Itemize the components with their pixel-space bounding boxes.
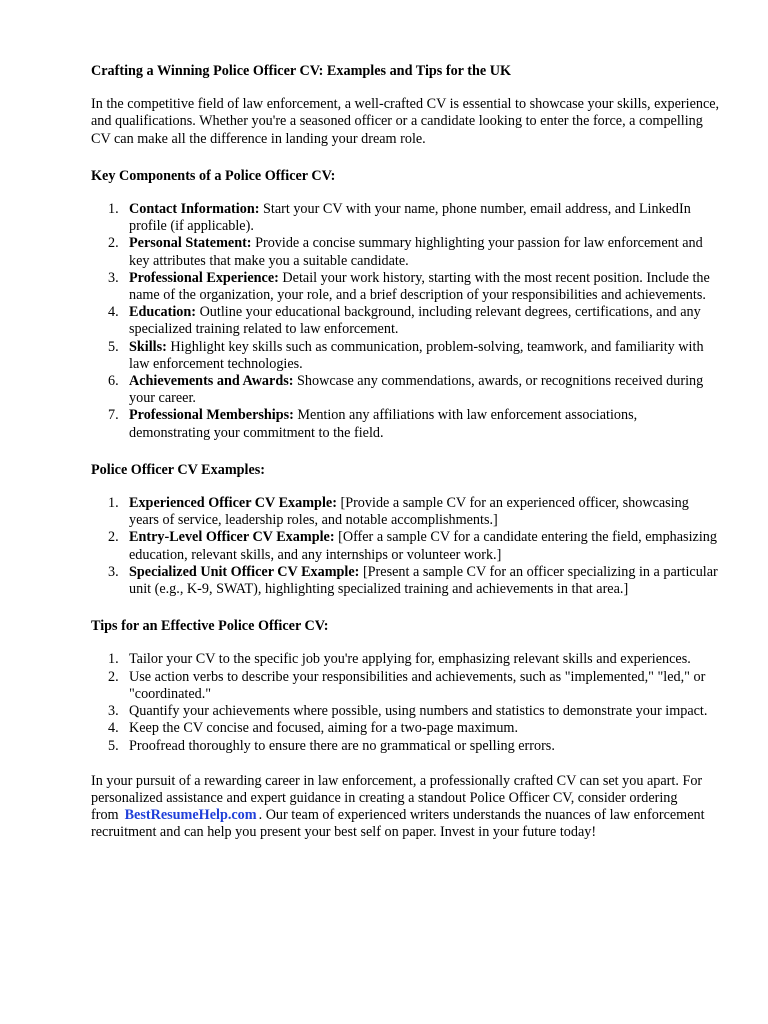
list-item: 5. Proofread thoroughly to ensure there are no grammatical or spelling errors. bbox=[108, 737, 555, 754]
list-item: 3. Quantify your achievements where possible, using numbers and statistics to demonstrate your impact. bbox=[108, 703, 708, 720]
examples-list bbox=[91, 495, 721, 598]
bestresumehelp-link[interactable]: BestResumeHelp.com bbox=[124, 807, 257, 824]
intro-paragraph: In the competitive field of law enforcement, a well-crafted CV is essential to showcase your skills, experience, and qualifications. Whether you're a seasoned officer or a candidate looking to enter the force, a compelling CV can make all the difference in landing your dream role. bbox=[91, 96, 720, 147]
item-term: Experienced Officer CV Example: bbox=[129, 495, 337, 512]
list-item: 1. Experienced Officer CV Example: [Provide a sample CV for an experienced officer, showcasing years of service, leadership roles, and notable accomplishments.] bbox=[108, 495, 689, 529]
list-item: 7. Professional Memberships: Mention any affiliations with law enforcement associations, demonstrating your commitment to the field. bbox=[108, 407, 638, 441]
examples-heading: Police Officer CV Examples: bbox=[91, 461, 266, 478]
tips-heading: Tips for an Effective Police Officer CV: bbox=[91, 618, 329, 635]
item-term: Education: bbox=[129, 304, 197, 321]
list-item: 3. Specialized Unit Officer CV Example: [Present a sample CV for an officer specializing in a particular unit (e.g., K-9, SWAT), highlighting specialized training and achievements in that area.] bbox=[108, 563, 718, 598]
list-item: 1. Tailor your CV to the specific job you're applying for, emphasizing relevant skills and experiences. bbox=[108, 651, 691, 668]
item-term: Personal Statement: bbox=[129, 235, 252, 252]
components-list bbox=[91, 201, 721, 442]
list-item: 2. Entry-Level Officer CV Example: [Offer a sample CV for a candidate entering the field, emphasizing education, relevant skills, and any internships or volunteer work.] bbox=[108, 529, 717, 563]
document-body bbox=[91, 63, 721, 842]
item-term: Entry-Level Officer CV Example: bbox=[129, 529, 335, 546]
list-item: 4. Education: Outline your educational background, including relevant degrees, certifications, and any specialized training related to law enforcement. bbox=[108, 304, 701, 338]
item-term: Achievements and Awards: bbox=[129, 373, 294, 390]
item-term: Contact Information: bbox=[129, 201, 260, 218]
list-item: 2. Personal Statement: Provide a concise summary highlighting your passion for law enforcement and key attributes that make you a suitable candidate. bbox=[108, 235, 703, 269]
list-item: 6. Achievements and Awards: Showcase any commendations, awards, or recognitions received during your career. bbox=[108, 373, 704, 407]
tips-list bbox=[91, 651, 721, 754]
list-item: 2. Use action verbs to describe your responsibilities and achievements, such as "implemented," "led," or "coordinated." bbox=[108, 668, 706, 702]
list-item: 1. Contact Information: Start your CV with your name, phone number, email address, and LinkedIn profile (if applicable). bbox=[108, 201, 691, 235]
components-heading: Key Components of a Police Officer CV: bbox=[91, 167, 336, 184]
item-term: Professional Memberships: bbox=[129, 407, 294, 424]
item-term: Specialized Unit Officer CV Example: bbox=[129, 563, 360, 580]
item-term: Professional Experience: bbox=[129, 269, 279, 286]
list-item: 4. Keep the CV concise and focused, aiming for a two-page maximum. bbox=[108, 720, 518, 737]
list-item: 3. Professional Experience: Detail your work history, starting with the most recent position. Include the name of the organization, your role, and a brief description of your responsibilities and achievements. bbox=[108, 269, 710, 304]
closing-paragraph: In your pursuit of a rewarding career in law enforcement, a professionally crafted CV can set you apart. For personalized assistance and expert guidance in creating a standout Police Officer CV, consider ordering from BestResumeHelp.com . Our team of experienced writers understands the nuances of law enforcement recruitment and can help you present your best self on paper. Invest in your future today! bbox=[91, 772, 705, 841]
list-item: 5. Skills: Highlight key skills such as communication, problem-solving, teamwork, and familiarity with law enforcement technologies. bbox=[108, 338, 704, 372]
item-term: Skills: bbox=[129, 338, 167, 355]
document-title: Crafting a Winning Police Officer CV: Examples and Tips for the UK bbox=[91, 63, 512, 79]
